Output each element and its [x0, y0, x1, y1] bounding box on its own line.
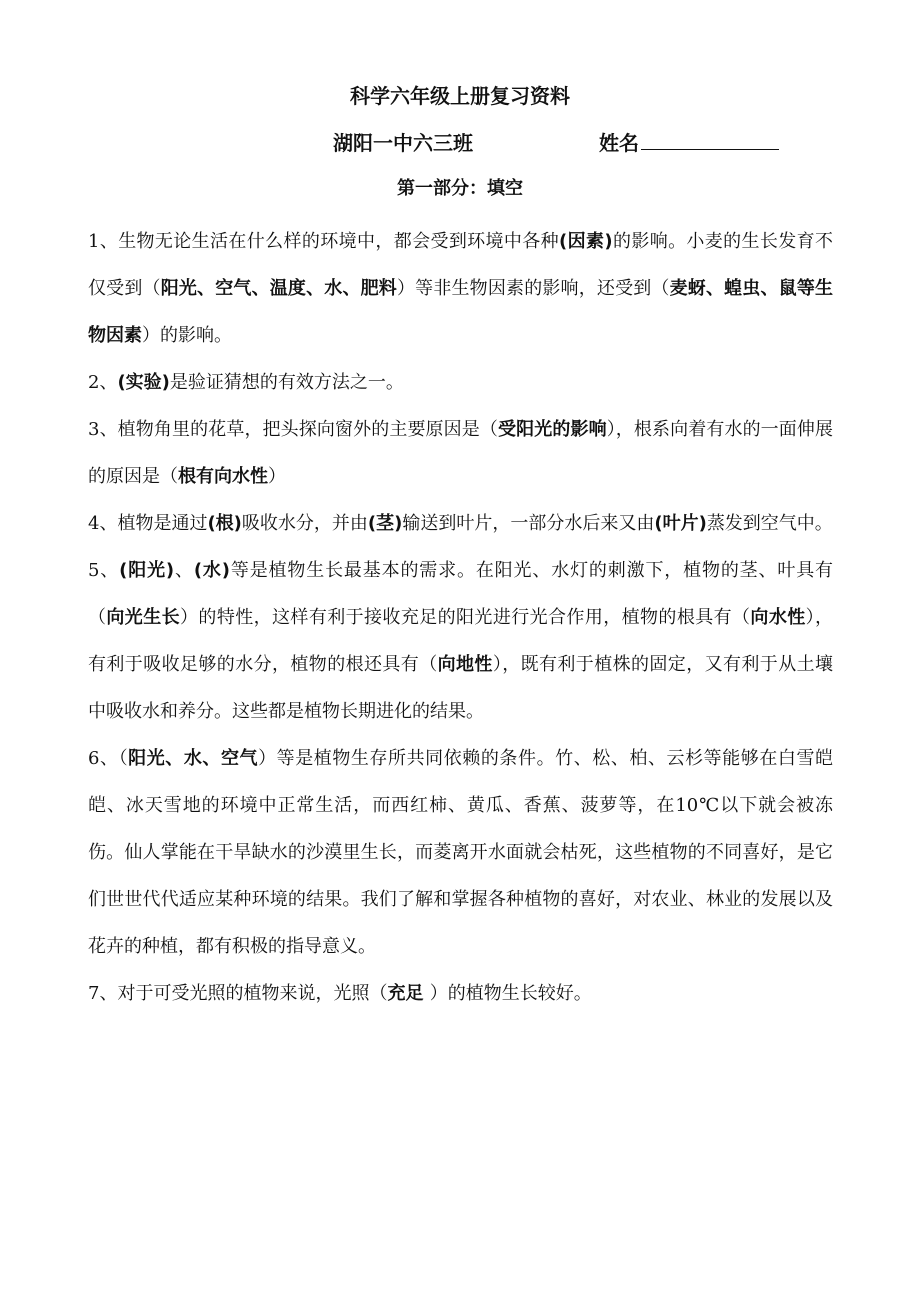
answer-text: 阳光、空气、温度、水、肥料	[160, 278, 397, 299]
question-text: 的影响。小麦的生长发育不仅受到（	[88, 231, 834, 299]
question-text: 6、（	[88, 748, 129, 769]
answer-text: (实验)	[117, 372, 170, 393]
answer-text: (因素)	[559, 231, 613, 252]
question-1	[88, 218, 833, 359]
question-text: 5、	[88, 560, 120, 581]
question-text: 是验证猜想的有效方法之一。	[169, 372, 404, 393]
question-2	[88, 359, 833, 406]
question-text: 2、	[88, 372, 118, 393]
question-text: 4、植物是通过	[88, 513, 208, 534]
name-field	[599, 127, 779, 156]
question-text: ）	[268, 466, 286, 487]
answer-text: (阳光)	[119, 560, 175, 581]
answer-text: 根有向水性	[178, 466, 268, 487]
answer-text: (茎)	[367, 513, 403, 534]
question-text: ）的特性，这样有利于接收充足的阳光进行光合作用，植物的根具有（	[180, 607, 751, 628]
question-text: 蒸发到空气中。	[706, 513, 833, 534]
question-text: 、	[174, 560, 194, 581]
question-text: 1、生物无论生活在什么样的环境中，都会受到环境中各种	[88, 231, 560, 252]
question-text: ）等非生物因素的影响，还受到（	[396, 278, 670, 299]
question-text: ）的影响。	[142, 325, 232, 346]
answer-text: (叶片)	[654, 513, 707, 534]
answer-text: 向地性	[437, 654, 493, 675]
document-title: 科学六年级上册复习资料	[350, 84, 570, 108]
school-class-label: 湖阳一中六三班	[333, 131, 473, 155]
question-text: ）的植物生长较好。	[429, 983, 592, 1004]
question-text: 3、植物角里的花草，把头探向窗外的主要原因是（	[88, 419, 499, 440]
question-text: ）等是植物生存所共同依赖的条件。竹、松、柏、云杉等能够在白雪皑皑、冰天雪地的环境中正常生活，而西红柿、黄瓜、香蕉、菠萝等，在10℃以下就会被冻伤。仙人掌能在干旱缺水的沙漠里生长，而菱离开水面就会枯死，这些植物的不同喜好，是它们世世代代适应某种环境的结果。我们了解和掌握各种植物的喜好，对农业、林业的发展以及花卉的种植，都有积极的指导意义。	[88, 748, 834, 957]
question-text: ），有利于吸收足够的水分，植物的根还具有（	[88, 607, 834, 675]
answer-text: 麦蚜、蝗虫、鼠等生物因素	[88, 278, 834, 346]
question-text: ），既有利于植株的固定，又有利于从土壤中吸收水和养分。这些都是植物长期进化的结果。	[88, 654, 834, 722]
answer-text: (根)	[207, 513, 242, 534]
answer-text: 受阳光的影响	[498, 419, 607, 440]
name-label: 姓名	[599, 131, 639, 155]
answer-text: (水)	[193, 560, 231, 581]
question-7	[88, 970, 833, 1017]
answer-text: 阳光、水、空气	[128, 748, 259, 769]
question-text: ），根系向着有水的一面伸展的原因是（	[88, 419, 834, 487]
answer-text: 向光生长	[106, 607, 181, 628]
question-4	[88, 500, 833, 547]
answer-text: 向水性	[750, 607, 806, 628]
question-text: 吸收水分，并由	[241, 513, 368, 534]
question-text: 输送到叶片，一部分水后来又由	[402, 513, 655, 534]
question-3	[88, 406, 833, 500]
answer-text: 充足	[387, 983, 430, 1004]
name-blank-line	[641, 131, 779, 150]
section-title: 第一部分：填空	[397, 178, 523, 199]
question-text: 7、对于可受光照的植物来说，光照（	[88, 983, 388, 1004]
question-text: 等是植物生长最基本的需求。在阳光、水灯的刺激下，植物的茎、叶具有（	[88, 560, 834, 628]
question-list	[88, 218, 833, 1017]
question-6	[88, 735, 833, 970]
question-5	[88, 547, 833, 735]
